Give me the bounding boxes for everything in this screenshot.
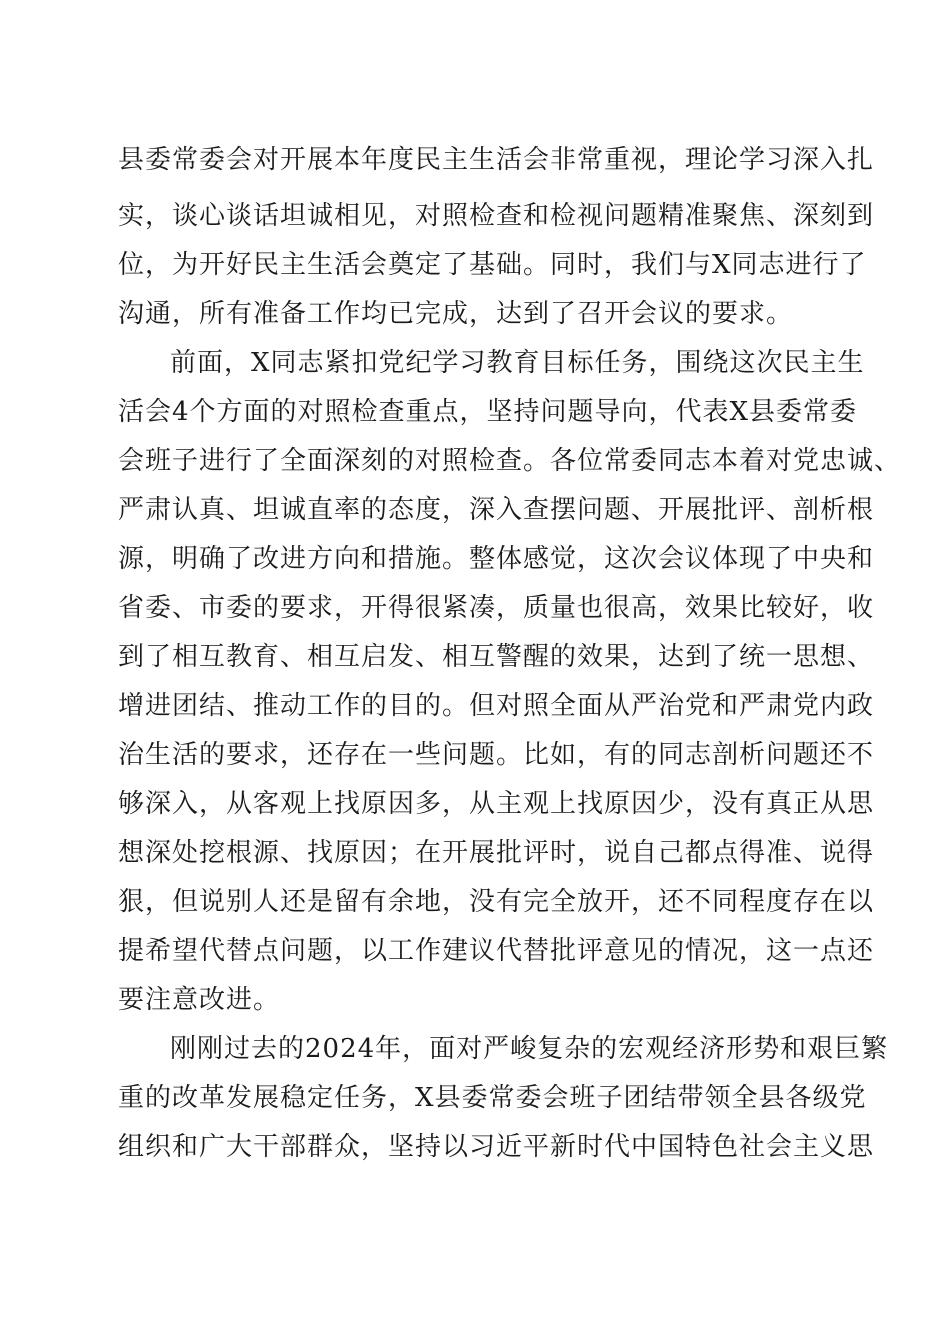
text-line: 严肃认真、坦诚直率的态度，深入查摆问题、开展批评、剖析根 [118,495,875,525]
paragraph-first-line: 刚刚过去的2024年，面对严峻复杂的宏观经济形势和艰巨繁 [170,1034,889,1064]
text-line: 源，明确了改进方向和措施。整体感觉，这次会议体现了中央和 [118,544,875,574]
text-line: 县委常委会对开展本年度民主生活会非常重视，理论学习深入扎 [118,145,875,175]
text-line: 增进团结、推动工作的目的。但对照全面从严治党和严肃党内政 [118,691,875,721]
text-line: 省委、市委的要求，开得很紧凑，质量也很高，效果比较好，收 [118,593,875,623]
text-line: 狠，但说别人还是留有余地，没有完全放开，还不同程度存在以 [118,887,875,917]
text-line: 提希望代替点问题，以工作建议代替批评意见的情况，这一点还 [118,936,875,966]
text-line: 要注意改进。 [118,985,281,1015]
text-line: 到了相互教育、相互启发、相互警醒的效果，达到了统一思想、 [118,642,875,672]
text-line: 治生活的要求，还存在一些问题。比如，有的同志剖析问题还不 [118,740,875,770]
text-line: 位，为开好民主生活会奠定了基础。同时，我们与X同志进行了 [118,250,867,280]
text-line: 活会4个方面的对照检查重点，坚持问题导向，代表X县委常委 [118,397,858,427]
text-line: 想深处挖根源、找原因；在开展批评时，说自己都点得准、说得 [118,838,875,868]
text-line: 实，谈心谈话坦诚相见，对照检查和检视问题精准聚焦、深刻到 [118,201,875,231]
text-line: 会班子进行了全面深刻的对照检查。各位常委同志本着对党忠诚、 [118,446,902,476]
text-line: 重的改革发展稳定任务，X县委常委会班子团结带领全县各级党 [118,1083,867,1113]
text-line: 沟通，所有准备工作均已完成，达到了召开会议的要求。 [118,299,794,329]
text-line: 够深入，从客观上找原因多，从主观上找原因少，没有真正从思 [118,789,875,819]
paragraph-first-line: 前面，X同志紧扣党纪学习教育目标任务，围绕这次民主生 [170,348,865,378]
text-line: 组织和广大干部群众，坚持以习近平新时代中国特色社会主义思 [118,1132,875,1162]
